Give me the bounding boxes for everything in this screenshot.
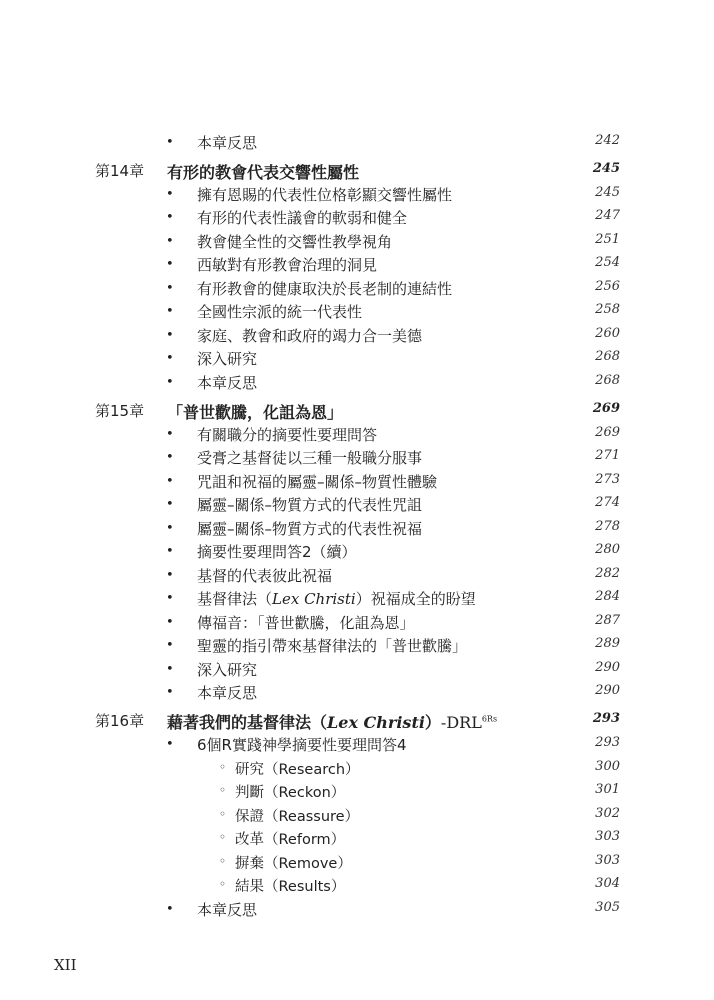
chapter-title: 有形的教會代表交響性屬性 — [167, 163, 360, 182]
toc-item-title: 本章反思 — [197, 134, 258, 152]
toc-item-title: 深入研究 — [197, 350, 258, 368]
page-folio: XII — [54, 956, 77, 974]
toc-item — [0, 471, 714, 493]
toc-item-title: 有形教會的健康取決於長老制的連結性 — [197, 280, 453, 298]
toc-item — [0, 348, 714, 370]
toc-item — [0, 447, 714, 469]
bullet-icon: • — [166, 281, 174, 296]
toc-item-page: 293 — [595, 735, 620, 750]
toc-item-page: 251 — [595, 232, 620, 247]
toc-subitem-title: 判斷（Reckon） — [235, 785, 346, 801]
bullet-icon: • — [166, 474, 174, 489]
toc-item-title — [197, 588, 476, 609]
bullet-icon: • — [166, 662, 174, 677]
chapter-title: 「普世歡騰，化詛為恩」 — [167, 403, 344, 422]
toc-item — [0, 682, 714, 704]
title-part: ） — [424, 713, 441, 732]
toc-item-page: 282 — [595, 566, 620, 581]
toc-subitem-title: 摒棄（Remove） — [235, 856, 352, 872]
chapter-title — [167, 710, 497, 733]
toc-subitem — [0, 805, 714, 827]
toc-item — [0, 278, 714, 300]
toc-item — [0, 254, 714, 276]
toc-item-title: 有關職分的摘要性要理問答 — [197, 426, 378, 444]
toc-item-title: 家庭、教會和政府的竭力合一美德 — [197, 327, 423, 345]
toc-item — [0, 612, 714, 634]
toc-subitem — [0, 758, 714, 780]
toc-item — [0, 207, 714, 229]
toc-item — [0, 132, 714, 154]
bullet-icon: • — [166, 568, 174, 583]
toc-item — [0, 588, 714, 610]
toc-item-page: 268 — [595, 349, 620, 364]
toc-subitem — [0, 781, 714, 803]
bullet-icon: • — [166, 591, 174, 606]
title-superscript: 6Rs — [481, 714, 498, 724]
toc-item-title: 擁有恩賜的代表性位格彰顯交響性屬性 — [197, 186, 453, 204]
toc-item-title: 本章反思 — [197, 374, 258, 392]
toc-item — [0, 734, 714, 756]
toc-subitem-title: 結果（Results） — [235, 879, 346, 895]
toc-item-title: 受膏之基督徒以三種一般職分服事 — [197, 449, 423, 467]
toc-item-title: 全國性宗派的統一代表性 — [197, 303, 363, 321]
toc-item — [0, 372, 714, 394]
bullet-icon: • — [166, 351, 174, 366]
sub-bullet-icon: ◦ — [219, 783, 227, 797]
toc-item-page: 302 — [595, 806, 620, 821]
chapter-heading-16 — [0, 710, 714, 732]
toc-item-title: 6個R實踐神學摘要性要理問答4 — [197, 736, 407, 754]
chapter-heading-15 — [0, 400, 714, 422]
toc-item-page: 271 — [595, 448, 620, 463]
toc-item-title: 基督的代表彼此祝福 — [197, 567, 333, 585]
toc-item-title: 屬靈–關係–物質方式的代表性祝福 — [197, 520, 423, 538]
toc-item — [0, 659, 714, 681]
bullet-icon: • — [166, 615, 174, 630]
latin-term: Lex Christi — [272, 590, 356, 608]
toc-item-page: 290 — [595, 660, 620, 675]
toc-item-page: 300 — [595, 759, 620, 774]
sub-bullet-icon: ◦ — [219, 807, 227, 821]
chapter-label: 第16章 — [95, 712, 145, 730]
bullet-icon: • — [166, 544, 174, 559]
bullet-icon: • — [166, 427, 174, 442]
toc-item-title: 西敏對有形教會治理的洞見 — [197, 256, 378, 274]
toc-subitem-title: 改革（Reform） — [235, 832, 346, 848]
toc-item-title: 屬靈–關係–物質方式的代表性咒詛 — [197, 496, 423, 514]
toc-item-page: 258 — [595, 302, 620, 317]
sub-bullet-icon: ◦ — [219, 760, 227, 774]
bullet-icon: • — [166, 135, 174, 150]
sub-bullet-icon: ◦ — [219, 854, 227, 868]
toc-item — [0, 518, 714, 540]
toc-item-page: 269 — [595, 425, 620, 440]
toc-item-page: 278 — [595, 519, 620, 534]
bullet-icon: • — [166, 234, 174, 249]
latin-term: Lex Christi — [327, 713, 425, 732]
chapter-label: 第15章 — [95, 402, 145, 420]
bullet-icon: • — [166, 521, 174, 536]
toc-item — [0, 184, 714, 206]
toc-item-title: 咒詛和祝福的屬靈–關係–物質性體驗 — [197, 473, 438, 491]
toc-item-title: 教會健全性的交響性教學視角 — [197, 233, 393, 251]
toc-item — [0, 325, 714, 347]
chapter-page: 245 — [592, 161, 620, 176]
toc-item-page: 287 — [595, 613, 620, 628]
toc-item-title: 本章反思 — [197, 684, 258, 702]
toc-item-page: 245 — [595, 185, 620, 200]
toc-item — [0, 494, 714, 516]
toc-item-page: 256 — [595, 279, 620, 294]
toc-item — [0, 899, 714, 921]
toc-item-page: 268 — [595, 373, 620, 388]
bullet-icon: • — [166, 187, 174, 202]
toc-subitem — [0, 852, 714, 874]
toc-item — [0, 301, 714, 323]
toc-item-page: 284 — [595, 589, 620, 604]
title-part: 藉著我們的基督律法（ — [167, 713, 328, 732]
bullet-icon: • — [166, 328, 174, 343]
toc-item-page: 254 — [595, 255, 620, 270]
title-suffix: -DRL — [440, 713, 482, 732]
toc-item-page: 305 — [595, 900, 620, 915]
title-part: 基督律法（ — [197, 590, 273, 608]
bullet-icon: • — [166, 450, 174, 465]
chapter-label: 第14章 — [95, 162, 145, 180]
toc-item-page: 242 — [595, 133, 620, 148]
toc-subitem — [0, 875, 714, 897]
toc-item-page: 260 — [595, 326, 620, 341]
chapter-page: 293 — [592, 711, 620, 726]
bullet-icon: • — [166, 638, 174, 653]
title-part: ）祝福成全的盼望 — [355, 590, 476, 608]
toc-item-title: 摘要性要理問答2（續） — [197, 543, 357, 561]
bullet-icon: • — [166, 737, 174, 752]
toc-item-title: 傳福音：「普世歡騰，化詛為恩」 — [197, 614, 415, 632]
bullet-icon: • — [166, 902, 174, 917]
toc-item — [0, 635, 714, 657]
toc-item-title: 本章反思 — [197, 901, 258, 919]
toc-item — [0, 541, 714, 563]
bullet-icon: • — [166, 210, 174, 225]
toc-item — [0, 231, 714, 253]
toc-item-page: 303 — [595, 853, 620, 868]
toc-item-title: 深入研究 — [197, 661, 258, 679]
toc-item-page: 247 — [595, 208, 620, 223]
toc-item-page: 304 — [595, 876, 620, 891]
toc-subitem-title: 保證（Reassure） — [235, 809, 360, 825]
toc-item-page: 301 — [595, 782, 620, 797]
chapter-heading-14 — [0, 160, 714, 182]
toc-subitem — [0, 828, 714, 850]
toc-subitem-title: 研究（Research） — [235, 762, 360, 778]
toc-item-page: 303 — [595, 829, 620, 844]
toc-item-page: 273 — [595, 472, 620, 487]
toc-item-title: 聖靈的指引帶來基督律法的「普世歡騰」 — [197, 637, 468, 655]
chapter-page: 269 — [592, 401, 620, 416]
bullet-icon: • — [166, 375, 174, 390]
toc-item-page: 290 — [595, 683, 620, 698]
bullet-icon: • — [166, 685, 174, 700]
toc-item-page: 289 — [595, 636, 620, 651]
bullet-icon: • — [166, 257, 174, 272]
sub-bullet-icon: ◦ — [219, 877, 227, 891]
bullet-icon: • — [166, 304, 174, 319]
toc-item — [0, 424, 714, 446]
toc-item-title: 有形的代表性議會的軟弱和健全 — [197, 209, 408, 227]
toc-item-page: 274 — [595, 495, 620, 510]
toc-item-page: 280 — [595, 542, 620, 557]
toc-item — [0, 565, 714, 587]
sub-bullet-icon: ◦ — [219, 830, 227, 844]
bullet-icon: • — [166, 497, 174, 512]
